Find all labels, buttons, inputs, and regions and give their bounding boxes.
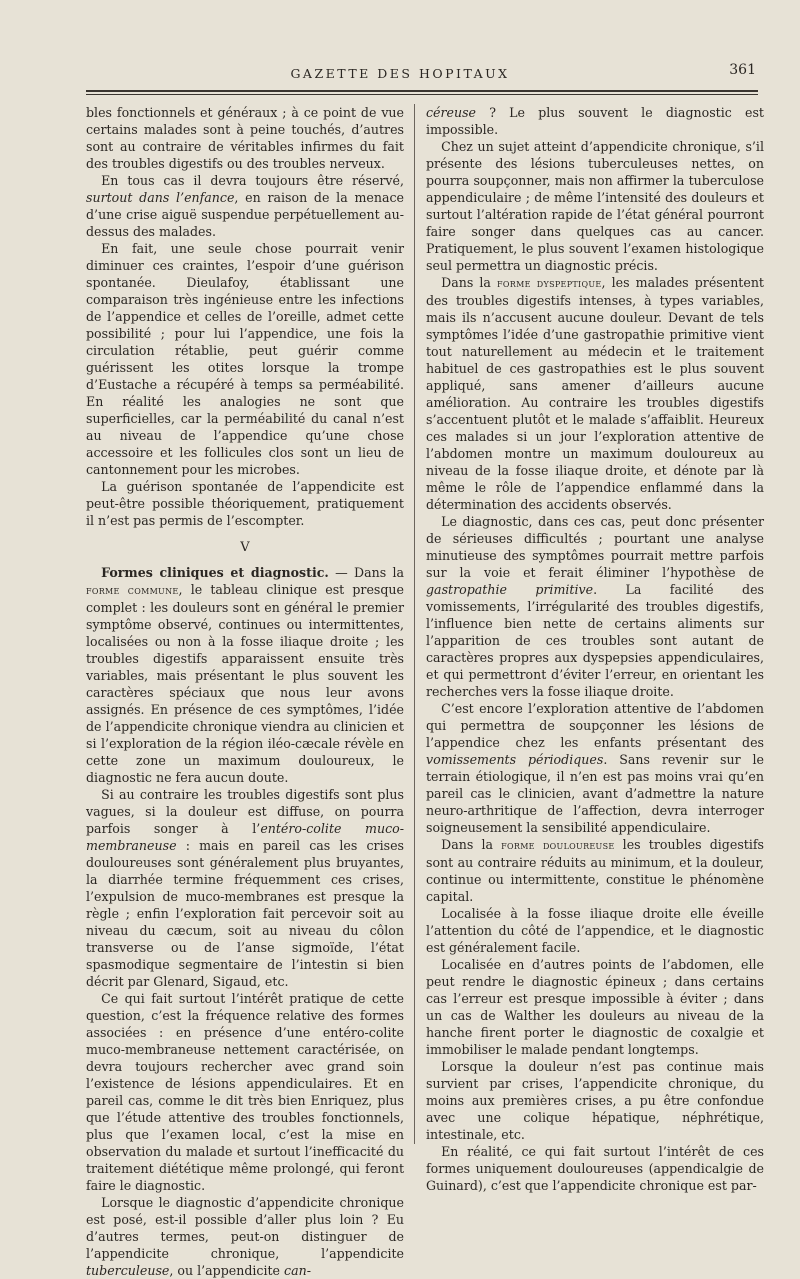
section-heading: Formes cliniques et diagnostic. [101, 565, 329, 580]
paragraph: En fait, une seule chose pourrait venir diminuer ces craintes, l’espoir d’une guérison spontanée. Dieulafoy, établissant une comparaison très ingénieuse entre les infections de l’appendice et celles de l’oreille, admet cette possibilité ; pour lui l’appendice, une fois la circulation rétablie, peut guérir comme guérissent les otites lorsque la trompe d’Eustache a récupéré à temps sa perméabilité. En réalité les analogies ne sont que superficielles, car la perméabilité du canal n’est au niveau de l’appendice qu’une chose accessoire et les follicules clos sont un lieu de cantonnement pour les microbes. [86, 241, 404, 477]
paragraph: bles fonctionnels et généraux ; à ce point de vue certains malades sont à peine touchés, d’autres sont au contraire de véritables infirmes du fait des troubles digestifs ou des troubles nerveux. [86, 105, 404, 171]
paragraph: Chez un sujet atteint d’appendicite chronique, s’il présente des lésions tuberculeuses nettes, on pourra soupçonner, mais non affirmer la tuberculose appendiculaire ; de même l’intensité des douleurs et surtout l’altération rapide de l’état général pourront faire songer dans quelques cas au cancer. Pratiquement, le plus souvent l’examen histologique seul permettra un diagnostic précis. [426, 139, 764, 273]
paragraph: C’est encore l’exploration attentive de l’abdomen qui permettra de soupçonner les lésions de l’appendice chez les enfants présentant des vomissements périodiques. Sans revenir sur le terrain étiologique, il n’en est pas moins vrai qu’en pareil cas le clinicien, avant d’admettre la nature neuro-arthritique de l’affection, devra interroger soigneusement la sensibilité appendiculaire. [426, 701, 765, 835]
paragraph: Localisée à la fosse iliaque droite elle éveille l’attention du côté de l’appendice, et le diagnostic est généralement facile. [426, 906, 764, 955]
right-column [426, 104, 765, 1193]
header-rule-thick [86, 90, 758, 92]
page-header [0, 58, 800, 88]
running-title: GAZETTE DES HOPITAUX [290, 66, 510, 81]
paragraph: La guérison spontanée de l’appendicite est peut-être possible théoriquement, pratiquement il n’est pas permis de l’escompter. [86, 479, 404, 528]
paragraph: Dans la forme dyspeptique, les malades présentent des troubles digestifs intenses, à types variables, mais ils n’accusent aucune douleur. Devant de tels symptômes l’idée d’une gastropathie primitive vient tout naturellement au médecin et le traitement habituel de ces gastropathies est le plus souvent appliqué, sans amener d’ailleurs aucune amélioration. Au contraire les troubles digestifs s’accentuent plutôt et le malade s’affaiblit. Heureux ces malades si un jour l’exploration attentive de l’abdomen montre un maximum douloureux au niveau de la fosse iliaque droite, et dénote par là même le rôle de l’appendice enflammé dans la détermination des accidents observés. [426, 275, 764, 512]
page-number: 361 [729, 62, 756, 78]
section-numeral: V [240, 540, 250, 555]
paragraph: céreuse ? Le plus souvent le diagnostic est impossible. [426, 105, 764, 137]
paragraph: Localisée en d’autres points de l’abdomen, elle peut rendre le diagnostic épineux ; dans certains cas l’erreur est presque impossible à éviter ; dans un cas de Walther les douleurs au niveau de la hanche firent porter le diagnostic de coxalgie et immobiliser le malade pendant longtemps. [426, 957, 764, 1057]
paragraph: Si au contraire les troubles digestifs sont plus vagues, si la douleur est diffuse, on pourra parfois songer à l’entéro-colite muco-membraneuse : mais en pareil cas les crises douloureuses sont généralement plus bruyantes, la diarrhée termine fréquemment ces crises, l’expulsion de muco-membranes est presque la règle ; enfin l’exploration fait percevoir soit au niveau du cæcum, soit au niveau du côlon transverse ou de l’anse sigmoïde, l’état spasmodique segmentaire de l’intestin si bien décrit par Glenard, Sigaud, etc. [86, 787, 404, 989]
column-divider [414, 104, 415, 1144]
header-rule-thin [86, 94, 758, 95]
paragraph: Le diagnostic, dans ces cas, peut donc présenter de sérieuses difficultés ; pourtant une analyse minutieuse des symptômes pourrait mettre parfois sur la voie et ferait éliminer l’hypothèse de gastropathie primitive. La facilité des vomissements, l’irrégularité des troubles digestifs, l’influence bien nette de certains aliments sur l’apparition de ces troubles sont autant de caractères propres aux dyspepsies appendiculaires, et qui permettront d’éviter l’erreur, en orientant les recherches vers la fosse iliaque droite. [426, 514, 764, 699]
paragraph: Lorsque la douleur n’est pas continue mais survient par crises, l’appendicite chronique, du moins aux premières crises, a pu être confondue avec une colique hépatique, néphrétique, intestinale, etc. [426, 1059, 764, 1142]
paragraph: Lorsque le diagnostic d’appendicite chronique est posé, est-il possible d’aller plus loin ? Eu d’autres termes, peut-on distinguer de l’appendicite chronique, l’appendicite tuberculeuse, ou l’appendicite can- [86, 1195, 404, 1278]
paragraph: En réalité, ce qui fait surtout l’intérêt de ces formes uniquement douloureuses (appendicalgie de Guinard), c’est que l’appendicite chronique est par- [426, 1144, 764, 1193]
paragraph: Ce qui fait surtout l’intérêt pratique de cette question, c’est la fréquence relative des formes associées : en présence d’une entéro-colite muco-membraneuse nettement caractérisée, on devra toujours rechercher avec grand soin l’existence de lésions appendiculaires. Et en pareil cas, comme le dit très bien Enriquez, plus que l’étude attentive des troubles fonctionnels, plus que l’examen local, c’est la mise en observation du malade et surtout l’inefficacité du traitement diététique même prolongé, qui feront faire le diagnostic. [86, 991, 404, 1193]
left-column [86, 104, 404, 1278]
paragraph: Formes cliniques et diagnostic. — Dans la forme commune, le tableau clinique est presque complet : les douleurs sont en général le premier symptôme observé, continues ou intermittentes, localisées ou non à la fosse iliaque droite ; les troubles digestifs apparaissent ensuite très variables, mais présentant le plus souvent les caractères spéciaux que nous leur avons assignés. En présence de ces symptômes, l’idée de l’appendicite chronique viendra au clinicien et si l’exploration de la région iléo-cæcale révèle en cette zone un maximum douloureux, le diagnostic ne fera aucun doute. [86, 565, 404, 785]
paragraph: Dans la forme douloureuse les troubles digestifs sont au contraire réduits au minimum, et la douleur, continue ou intermittente, constitue le phénomène capital. [426, 837, 764, 904]
paragraph: En tous cas il devra toujours être réservé, surtout dans l’enfance, en raison de la menace d’une crise aiguë suspendue perpétuellement au-dessus des malades. [86, 173, 404, 239]
